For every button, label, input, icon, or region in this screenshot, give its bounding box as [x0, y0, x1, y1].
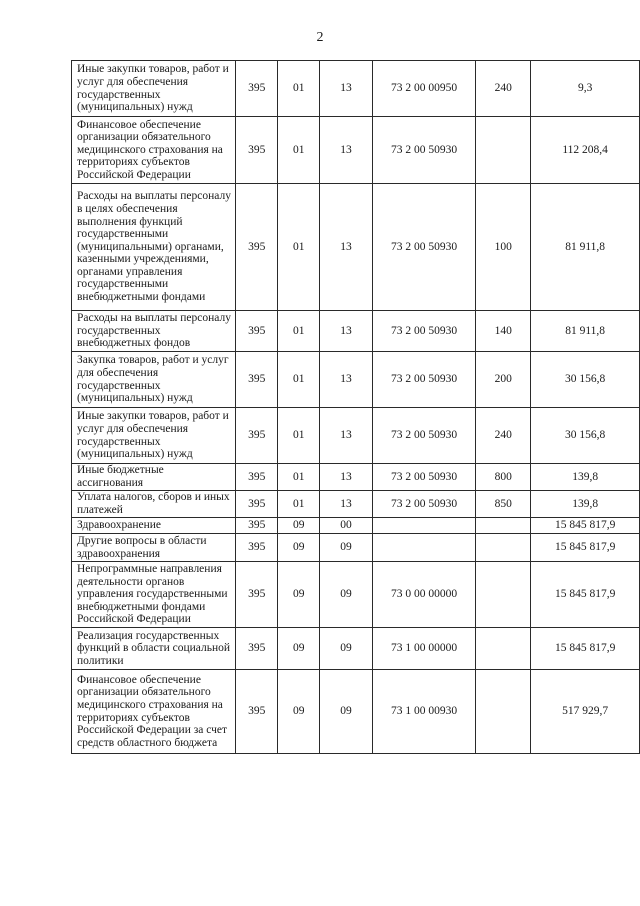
subsection-code: 13 [320, 491, 373, 518]
row-name: Реализация государственных функций в области социальной политики [72, 628, 236, 670]
section-code: 01 [278, 408, 320, 464]
row-name: Здравоохранение [72, 518, 236, 534]
section-code: 01 [278, 117, 320, 184]
subsection-code: 13 [320, 464, 373, 491]
amount: 9,3 [531, 61, 640, 117]
amount: 15 845 817,9 [531, 534, 640, 562]
amount: 112 208,4 [531, 117, 640, 184]
amount: 30 156,8 [531, 408, 640, 464]
ministry-code: 395 [236, 491, 278, 518]
section-code: 09 [278, 562, 320, 628]
amount: 139,8 [531, 464, 640, 491]
subsection-code: 09 [320, 534, 373, 562]
section-code: 01 [278, 311, 320, 352]
ministry-code: 395 [236, 352, 278, 408]
amount: 15 845 817,9 [531, 628, 640, 670]
expense-type-code [476, 628, 531, 670]
row-name: Непрограммные направления деятельности органов управления государственными внебюджетными фондами Российской Федерации [72, 562, 236, 628]
page-number: 2 [316, 30, 324, 45]
amount: 30 156,8 [531, 352, 640, 408]
subsection-code: 13 [320, 352, 373, 408]
ministry-code: 395 [236, 518, 278, 534]
section-code: 01 [278, 464, 320, 491]
ministry-code: 395 [236, 534, 278, 562]
amount: 517 929,7 [531, 670, 640, 754]
section-code: 01 [278, 184, 320, 311]
subsection-code: 13 [320, 184, 373, 311]
row-name: Финансовое обеспечение организации обязательного медицинского страхования на территориях субъектов Российской Федерации [72, 117, 236, 184]
expense-type-code [476, 562, 531, 628]
ministry-code: 395 [236, 184, 278, 311]
target-code: 73 2 00 50930 [372, 117, 475, 184]
expense-type-code [476, 534, 531, 562]
target-code: 73 0 00 00000 [372, 562, 475, 628]
table-row [72, 117, 640, 184]
target-code: 73 2 00 00950 [372, 61, 475, 117]
ministry-code: 395 [236, 311, 278, 352]
expense-type-code: 850 [476, 491, 531, 518]
row-name: Закупка товаров, работ и услуг для обеспечения государственных (муниципальных) нужд [72, 352, 236, 408]
expense-type-code: 100 [476, 184, 531, 311]
amount: 15 845 817,9 [531, 562, 640, 628]
subsection-code: 09 [320, 628, 373, 670]
table-row [72, 562, 640, 628]
target-code: 73 1 00 00930 [372, 670, 475, 754]
target-code: 73 1 00 00000 [372, 628, 475, 670]
section-code: 09 [278, 628, 320, 670]
amount: 81 911,8 [531, 184, 640, 311]
amount: 15 845 817,9 [531, 518, 640, 534]
table-row [72, 464, 640, 491]
target-code [372, 534, 475, 562]
subsection-code: 13 [320, 311, 373, 352]
ministry-code: 395 [236, 464, 278, 491]
table-row [72, 518, 640, 534]
table-row [72, 184, 640, 311]
amount: 81 911,8 [531, 311, 640, 352]
section-code: 01 [278, 352, 320, 408]
subsection-code: 00 [320, 518, 373, 534]
row-name: Иные закупки товаров, работ и услуг для обеспечения государственных (муниципальных) нужд [72, 61, 236, 117]
expense-type-code [476, 518, 531, 534]
target-code: 73 2 00 50930 [372, 464, 475, 491]
expense-type-code [476, 670, 531, 754]
section-code: 01 [278, 491, 320, 518]
section-code: 01 [278, 61, 320, 117]
row-name: Расходы на выплаты персоналу в целях обеспечения выполнения функций государственными (муниципальными) органами, казенными учреждениями, органами управления государственными внебюджетными фондами [72, 184, 236, 311]
table-row [72, 670, 640, 754]
expense-type-code: 140 [476, 311, 531, 352]
row-name: Расходы на выплаты персоналу государственных внебюджетных фондов [72, 311, 236, 352]
amount: 139,8 [531, 491, 640, 518]
target-code [372, 518, 475, 534]
expense-type-code [476, 117, 531, 184]
budget-table [71, 60, 640, 754]
row-name: Иные бюджетные ассигнования [72, 464, 236, 491]
ministry-code: 395 [236, 117, 278, 184]
ministry-code: 395 [236, 628, 278, 670]
subsection-code: 09 [320, 562, 373, 628]
ministry-code: 395 [236, 562, 278, 628]
subsection-code: 13 [320, 117, 373, 184]
table-row [72, 61, 640, 117]
expense-type-code: 800 [476, 464, 531, 491]
target-code: 73 2 00 50930 [372, 408, 475, 464]
row-name: Другие вопросы в области здравоохранения [72, 534, 236, 562]
target-code: 73 2 00 50930 [372, 311, 475, 352]
ministry-code: 395 [236, 670, 278, 754]
subsection-code: 13 [320, 61, 373, 117]
table-row [72, 311, 640, 352]
table-row [72, 534, 640, 562]
ministry-code: 395 [236, 408, 278, 464]
subsection-code: 13 [320, 408, 373, 464]
ministry-code: 395 [236, 61, 278, 117]
subsection-code: 09 [320, 670, 373, 754]
target-code: 73 2 00 50930 [372, 491, 475, 518]
section-code: 09 [278, 518, 320, 534]
target-code: 73 2 00 50930 [372, 352, 475, 408]
section-code: 09 [278, 670, 320, 754]
table-row [72, 408, 640, 464]
row-name: Иные закупки товаров, работ и услуг для обеспечения государственных (муниципальных) нужд [72, 408, 236, 464]
table-row [72, 491, 640, 518]
table-row [72, 352, 640, 408]
table-row [72, 628, 640, 670]
expense-type-code: 240 [476, 61, 531, 117]
row-name: Финансовое обеспечение организации обязательного медицинского страхования на территориях субъектов Российской Федерации за счет средств областного бюджета [72, 670, 236, 754]
expense-type-code: 200 [476, 352, 531, 408]
row-name: Уплата налогов, сборов и иных платежей [72, 491, 236, 518]
section-code: 09 [278, 534, 320, 562]
target-code: 73 2 00 50930 [372, 184, 475, 311]
expense-type-code: 240 [476, 408, 531, 464]
